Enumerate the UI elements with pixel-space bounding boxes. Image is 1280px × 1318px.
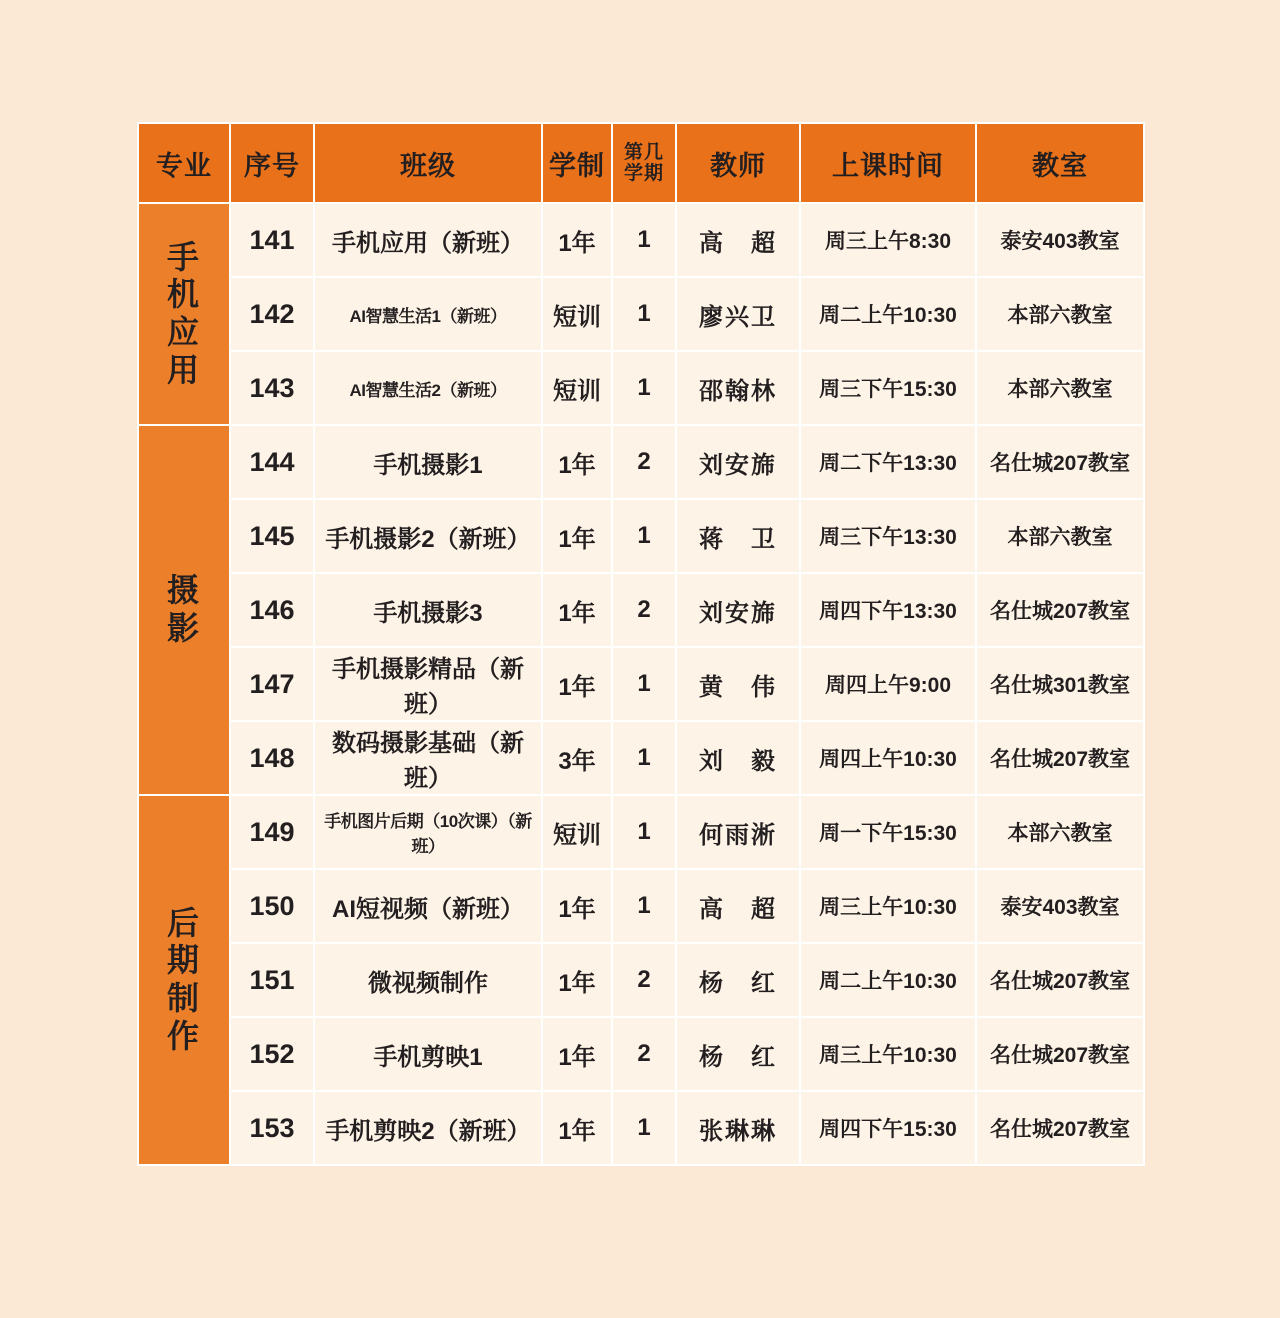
table-row <box>138 351 1144 425</box>
cell-room: 本部六教室 <box>976 499 1144 573</box>
cell-teacher: 张琳琳 <box>676 1091 800 1165</box>
table-row <box>138 277 1144 351</box>
cell-no: 147 <box>230 647 314 721</box>
cell-time: 周二上午10:30 <box>800 943 976 1017</box>
header-system: 学制 <box>542 123 612 203</box>
header-term-line1: 第几 <box>623 141 664 163</box>
table-row <box>138 203 1144 277</box>
cell-system: 1年 <box>542 499 612 573</box>
table-row <box>138 869 1144 943</box>
cell-teacher: 杨 红 <box>676 943 800 1017</box>
cell-term: 1 <box>612 647 676 721</box>
cell-system: 短训 <box>542 277 612 351</box>
cell-teacher: 邵翰林 <box>676 351 800 425</box>
schedule-table-wrapper <box>137 122 1143 1166</box>
cell-term: 2 <box>612 425 676 499</box>
cell-room: 本部六教室 <box>976 351 1144 425</box>
cell-teacher: 杨 红 <box>676 1017 800 1091</box>
table-row <box>138 425 1144 499</box>
cell-term: 1 <box>612 499 676 573</box>
cell-class: 手机应用（新班） <box>314 203 542 277</box>
header-row <box>138 123 1144 203</box>
cell-teacher: 刘 毅 <box>676 721 800 795</box>
cell-room: 名仕城301教室 <box>976 647 1144 721</box>
cell-no: 149 <box>230 795 314 869</box>
header-teacher: 教师 <box>676 123 800 203</box>
header-term-line2: 学期 <box>623 163 664 184</box>
table-row <box>138 573 1144 647</box>
cell-term: 2 <box>612 1017 676 1091</box>
cell-system: 1年 <box>542 1017 612 1091</box>
course-schedule-table <box>137 122 1145 1166</box>
cell-term: 1 <box>612 869 676 943</box>
cell-system: 1年 <box>542 647 612 721</box>
cell-class: 手机剪映2（新班） <box>314 1091 542 1165</box>
cell-system: 短训 <box>542 351 612 425</box>
cell-time: 周二上午10:30 <box>800 277 976 351</box>
cell-class: AI短视频（新班） <box>314 869 542 943</box>
cell-class: 手机剪映1 <box>314 1017 542 1091</box>
cell-system: 1年 <box>542 1091 612 1165</box>
cell-class: 手机摄影精品（新班） <box>314 647 542 721</box>
cell-teacher: 何雨淅 <box>676 795 800 869</box>
cell-term: 1 <box>612 203 676 277</box>
cell-room: 泰安403教室 <box>976 869 1144 943</box>
cell-term: 2 <box>612 573 676 647</box>
cell-no: 141 <box>230 203 314 277</box>
major-group-label <box>138 425 230 795</box>
major-text: 手机应用 <box>166 238 201 388</box>
cell-teacher: 高 超 <box>676 869 800 943</box>
cell-room: 泰安403教室 <box>976 203 1144 277</box>
table-row <box>138 943 1144 1017</box>
cell-class: 手机图片后期（10次课）（新班） <box>314 795 542 869</box>
cell-time: 周三上午10:30 <box>800 1017 976 1091</box>
cell-term: 1 <box>612 1091 676 1165</box>
cell-term: 1 <box>612 721 676 795</box>
header-term <box>612 123 676 203</box>
cell-time: 周四下午15:30 <box>800 1091 976 1165</box>
cell-system: 1年 <box>542 943 612 1017</box>
major-group-label <box>138 795 230 1165</box>
table-row <box>138 721 1144 795</box>
cell-time: 周四下午13:30 <box>800 573 976 647</box>
table-header <box>138 123 1144 203</box>
cell-term: 1 <box>612 795 676 869</box>
table-body <box>138 203 1144 1165</box>
cell-room: 名仕城207教室 <box>976 1017 1144 1091</box>
cell-time: 周三下午15:30 <box>800 351 976 425</box>
cell-time: 周二下午13:30 <box>800 425 976 499</box>
cell-term: 2 <box>612 943 676 1017</box>
cell-no: 151 <box>230 943 314 1017</box>
cell-no: 152 <box>230 1017 314 1091</box>
cell-teacher: 黄 伟 <box>676 647 800 721</box>
cell-term: 1 <box>612 351 676 425</box>
cell-system: 1年 <box>542 869 612 943</box>
header-no: 序号 <box>230 123 314 203</box>
table-row <box>138 795 1144 869</box>
cell-class: 手机摄影3 <box>314 573 542 647</box>
cell-teacher: 刘安旆 <box>676 573 800 647</box>
cell-time: 周三下午13:30 <box>800 499 976 573</box>
cell-room: 名仕城207教室 <box>976 425 1144 499</box>
cell-teacher: 蒋 卫 <box>676 499 800 573</box>
cell-term: 1 <box>612 277 676 351</box>
cell-class: AI智慧生活2（新班） <box>314 351 542 425</box>
cell-class: 手机摄影2（新班） <box>314 499 542 573</box>
cell-time: 周四上午9:00 <box>800 647 976 721</box>
cell-system: 1年 <box>542 425 612 499</box>
table-row <box>138 647 1144 721</box>
cell-class: 微视频制作 <box>314 943 542 1017</box>
cell-no: 150 <box>230 869 314 943</box>
cell-no: 145 <box>230 499 314 573</box>
major-text: 摄影 <box>166 572 201 646</box>
cell-class: 数码摄影基础（新班） <box>314 721 542 795</box>
cell-teacher: 高 超 <box>676 203 800 277</box>
table-row <box>138 1091 1144 1165</box>
table-row <box>138 499 1144 573</box>
cell-no: 148 <box>230 721 314 795</box>
cell-time: 周三上午8:30 <box>800 203 976 277</box>
cell-room: 名仕城207教室 <box>976 1091 1144 1165</box>
table-row <box>138 1017 1144 1091</box>
cell-system: 1年 <box>542 203 612 277</box>
cell-no: 144 <box>230 425 314 499</box>
cell-time: 周三上午10:30 <box>800 869 976 943</box>
header-room: 教室 <box>976 123 1144 203</box>
header-major: 专业 <box>138 123 230 203</box>
cell-room: 本部六教室 <box>976 277 1144 351</box>
cell-time: 周四上午10:30 <box>800 721 976 795</box>
major-text: 后期制作 <box>166 904 201 1054</box>
cell-room: 本部六教室 <box>976 795 1144 869</box>
cell-no: 143 <box>230 351 314 425</box>
cell-class: AI智慧生活1（新班） <box>314 277 542 351</box>
cell-class: 手机摄影1 <box>314 425 542 499</box>
cell-no: 153 <box>230 1091 314 1165</box>
major-group-label <box>138 203 230 425</box>
cell-teacher: 廖兴卫 <box>676 277 800 351</box>
cell-system: 短训 <box>542 795 612 869</box>
cell-room: 名仕城207教室 <box>976 573 1144 647</box>
cell-room: 名仕城207教室 <box>976 721 1144 795</box>
header-time: 上课时间 <box>800 123 976 203</box>
cell-system: 3年 <box>542 721 612 795</box>
cell-teacher: 刘安旆 <box>676 425 800 499</box>
cell-no: 146 <box>230 573 314 647</box>
header-class: 班级 <box>314 123 542 203</box>
cell-no: 142 <box>230 277 314 351</box>
cell-time: 周一下午15:30 <box>800 795 976 869</box>
cell-room: 名仕城207教室 <box>976 943 1144 1017</box>
cell-system: 1年 <box>542 573 612 647</box>
